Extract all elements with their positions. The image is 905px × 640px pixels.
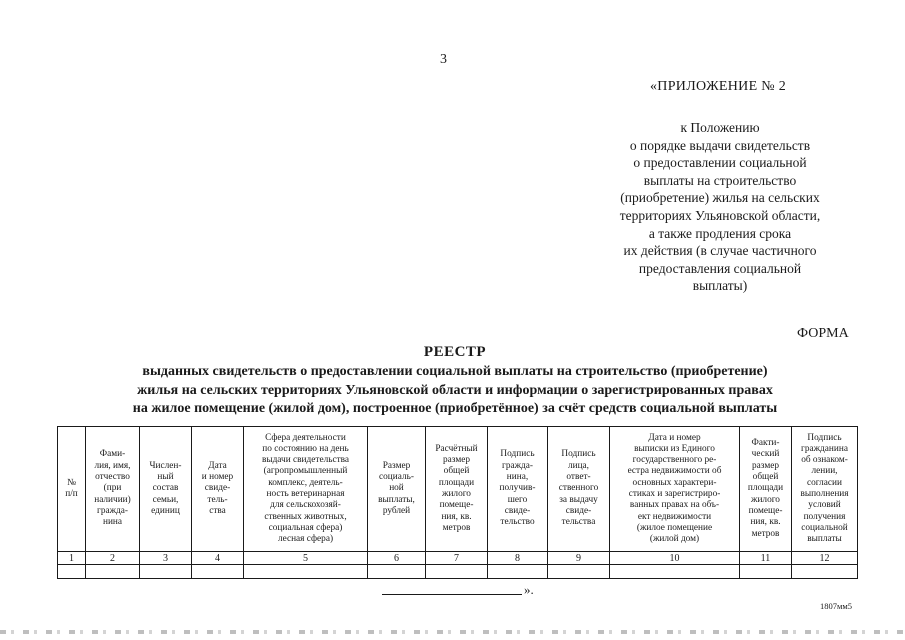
scan-artifact (0, 630, 905, 634)
table-cell (548, 565, 610, 579)
document-code: 1807мм5 (820, 601, 853, 611)
column-header-line: тельство (500, 517, 535, 528)
column-header-line: Подпись (500, 449, 535, 460)
column-header-line: семьи, (152, 494, 179, 505)
appendix-line: о предоставлении социальной (633, 155, 807, 171)
appendix-line: к Положению (680, 120, 760, 135)
appendix-title: «ПРИЛОЖЕНИЕ № 2 (650, 79, 786, 94)
column-number: 9 (548, 552, 610, 565)
appendix-line: их действия (в случае частичного (623, 243, 817, 259)
column-number: 2 (86, 552, 140, 565)
column-header-line: (агропромышленный (263, 466, 348, 477)
column-number: 4 (192, 552, 244, 565)
column-header-line: ной (389, 483, 404, 494)
column-header-line: Фами- (99, 449, 126, 460)
column-header-line: за выдачу (559, 494, 598, 505)
column-number: 5 (244, 552, 368, 565)
register-title: РЕЕСТР (423, 344, 487, 360)
column-header (740, 427, 792, 552)
column-header-line: ответ- (566, 472, 591, 483)
column-header-line: выписки из Единого (634, 443, 715, 454)
form-label: ФОРМА (797, 326, 849, 341)
column-header (488, 427, 548, 552)
column-header-line: общей (752, 472, 779, 483)
column-number: 6 (368, 552, 426, 565)
table-cell (488, 565, 548, 579)
column-header-line: получения (803, 511, 846, 522)
column-header (792, 427, 858, 552)
column-header-line: ный (157, 472, 174, 483)
column-header-line: лесная сфера) (277, 534, 334, 545)
column-header-line: наличии) (94, 494, 131, 505)
table-cell (792, 565, 858, 579)
column-header-line: п/п (65, 489, 78, 499)
column-header-line: помеще- (748, 505, 783, 516)
column-header-line: состав (152, 483, 179, 494)
column-header-line: получив- (499, 483, 536, 494)
closing-quote: ». (524, 582, 534, 597)
register-subtitle-line: на жилое помещение (жилой дом), построенное (приобретённое) за счёт средств социальной выплаты (132, 401, 778, 416)
column-header-line: размер (443, 455, 470, 466)
column-header-line: лении, (811, 466, 838, 477)
column-header-line: об ознаком- (801, 455, 848, 466)
column-header (426, 427, 488, 552)
column-header-line: Подпись (561, 449, 596, 460)
column-header-line: выплаты, (378, 494, 415, 505)
appendix-line: предоставления социальной (638, 260, 802, 276)
column-header-line: Дата и номер (648, 432, 701, 443)
appendix-line: (приобретение) жилья на сельских (620, 190, 820, 206)
column-header-line: Подпись (807, 432, 842, 443)
appendix-line: о порядке выдачи свидетельств (629, 137, 811, 153)
column-header-line: Дата (208, 460, 227, 471)
column-header-line: выплаты (807, 534, 842, 545)
column-header-line: свиде- (204, 483, 231, 494)
column-number: 10 (610, 552, 740, 565)
column-header-line: шего (507, 494, 528, 505)
column-header-line: Размер (382, 460, 411, 471)
column-header-line: размер (752, 460, 779, 471)
appendix-line: а также продления срока (648, 225, 792, 241)
appendix-line: выплаты) (692, 278, 748, 294)
column-header-line: свиде- (504, 505, 531, 516)
column-header-line: Сфера деятельности (265, 432, 346, 443)
column-header-line: выполнения (800, 489, 849, 499)
column-header-line: ность ветеринарная (266, 489, 345, 499)
column-header-line: социальной (801, 522, 848, 533)
column-number: 1 (58, 552, 86, 565)
column-header-line: ческий (751, 449, 780, 460)
register-subtitle-line: выданных свидетельств о предоставлении социальной выплаты на строительство (приобретение) (142, 364, 768, 379)
column-header (610, 427, 740, 552)
register-subtitle-line: жилья на сельских территориях Ульяновской области и информации о зарегистрированных правах (137, 382, 773, 398)
column-header-line: лица, (567, 460, 590, 471)
column-number-row (58, 552, 858, 565)
column-header (244, 427, 368, 552)
column-number: 11 (740, 552, 792, 565)
column-header-line: тель- (207, 494, 228, 505)
column-header-line: условий (808, 500, 841, 511)
table-cell (368, 565, 426, 579)
column-header-line: ект недвижимости (637, 511, 712, 522)
column-header-line: государственного ре- (632, 455, 717, 466)
column-header-line: гражда- (97, 505, 128, 516)
column-header-line: (при (103, 483, 122, 494)
column-header-line: и номер (201, 472, 234, 483)
table-cell (426, 565, 488, 579)
column-header-line: выдачи свидетельства (261, 455, 350, 466)
column-header-line: Факти- (751, 438, 780, 449)
column-header-line: нина (102, 517, 123, 528)
column-header-line: ния, кв. (441, 511, 472, 522)
column-header-line: ства (209, 505, 226, 516)
column-header-line: единиц (151, 505, 180, 516)
table-header-row (58, 427, 858, 552)
table-row (58, 565, 858, 579)
column-header-line: согласии (807, 477, 842, 488)
column-header-line: площади (438, 477, 475, 488)
column-header-line: жилого (751, 494, 780, 505)
column-header-line: социаль- (379, 472, 414, 483)
column-header-line: основных характери- (632, 477, 717, 488)
table-cell (140, 565, 192, 579)
table-cell (244, 565, 368, 579)
column-header-line: по состоянию на день (262, 443, 349, 454)
column-header-line: Расчётный (435, 443, 478, 454)
column-header (192, 427, 244, 552)
column-header-line: ния, кв. (750, 517, 781, 528)
column-header (548, 427, 610, 552)
signature-line (382, 594, 522, 595)
appendix-line: выплаты на строительство (643, 172, 797, 188)
column-header-line: гражда- (502, 460, 533, 471)
table-cell (86, 565, 140, 579)
column-header-line: № (67, 477, 76, 488)
appendix-line: территориях Ульяновской области, (619, 207, 821, 223)
column-header-line: помеще- (439, 500, 474, 511)
column-header-line: нина, (506, 472, 529, 483)
column-header (86, 427, 140, 552)
table-cell (192, 565, 244, 579)
column-header-line: общей (443, 466, 470, 477)
column-header (140, 427, 192, 552)
column-header-line: рублей (382, 505, 411, 516)
column-header (368, 427, 426, 552)
column-header-line: ственных животных, (264, 511, 347, 522)
register-heading (60, 344, 850, 419)
appendix-caption (600, 119, 840, 295)
column-number: 3 (140, 552, 192, 565)
column-header-line: метров (442, 522, 471, 533)
column-number: 12 (792, 552, 858, 565)
column-header-line: лия, имя, (94, 460, 131, 471)
page-number: 3 (440, 52, 447, 67)
column-header-line: социальная сфера) (268, 522, 343, 533)
column-header-line: Числен- (149, 460, 182, 471)
column-header-line: естра недвижимости об (627, 466, 722, 477)
column-header-line: отчество (95, 472, 130, 483)
column-header-line: (жилой дом) (649, 534, 700, 545)
table-cell (740, 565, 792, 579)
column-header-line: метров (751, 528, 780, 539)
column-header-line: ванных правах на объ- (629, 500, 720, 511)
column-header-line: жилого (442, 489, 471, 499)
table-cell (610, 565, 740, 579)
column-header-line: свиде- (565, 505, 592, 516)
column-header-line: (жилое помещение (636, 522, 713, 533)
register-table (57, 426, 858, 579)
column-header-line: ственного (558, 483, 599, 494)
column-header (58, 427, 86, 552)
column-header-line: стиках и зарегистриро- (628, 489, 721, 499)
column-header-line: площади (747, 483, 784, 494)
column-header-line: комплекс, деятель- (268, 477, 343, 488)
column-header-line: для сельскохозяй- (270, 500, 341, 511)
column-header-line: гражданина (801, 443, 848, 454)
column-header-line: тельства (561, 517, 596, 528)
column-number: 8 (488, 552, 548, 565)
column-number: 7 (426, 552, 488, 565)
table-cell (58, 565, 86, 579)
